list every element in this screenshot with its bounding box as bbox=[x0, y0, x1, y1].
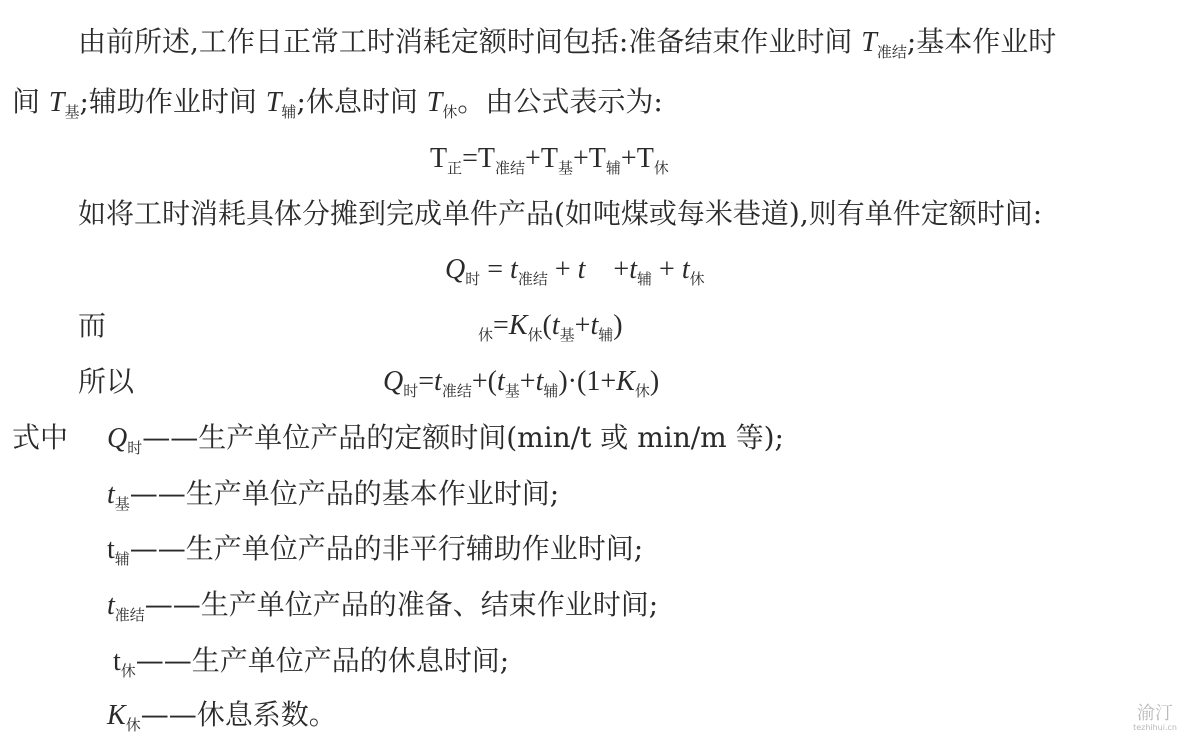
subscript: 时 bbox=[403, 384, 419, 400]
equals-sign: = bbox=[418, 366, 435, 397]
symbol-T: T bbox=[636, 143, 654, 174]
subscript: 时 bbox=[465, 272, 481, 288]
definition-text: ——生产单位产品的非平行辅助作业时间; bbox=[129, 532, 644, 565]
plus-sign: + bbox=[574, 310, 591, 341]
intro-text: 由前所述,工作日正常工时消耗定额时间包括:准备结束作业时间 bbox=[78, 25, 862, 58]
label-er bbox=[78, 310, 106, 342]
plus-sign: + bbox=[572, 143, 589, 174]
symbol-t: t bbox=[496, 366, 505, 397]
plus-sign: + bbox=[471, 366, 488, 397]
intro-text: 间 bbox=[12, 85, 49, 118]
definition-symbol: K bbox=[107, 700, 126, 731]
definition-subscript: 准结 bbox=[114, 606, 145, 624]
equals-sign: = bbox=[493, 310, 509, 341]
definition-item bbox=[107, 699, 337, 732]
symbol-T: T bbox=[430, 143, 448, 174]
subscript-rest: 休 bbox=[442, 103, 458, 121]
definition-item bbox=[107, 478, 559, 511]
definition-subscript: 时 bbox=[127, 439, 143, 457]
intro-text: ;辅助作业时间 bbox=[79, 85, 266, 118]
subscript: 基 bbox=[559, 328, 575, 344]
subscript: 辅 bbox=[605, 161, 621, 177]
symbol-K: K bbox=[616, 366, 635, 397]
symbol-K: K bbox=[508, 310, 528, 341]
subscript: 休 bbox=[527, 328, 543, 344]
definitions-label-text: 式中 bbox=[12, 421, 69, 454]
formula-total-time bbox=[430, 143, 669, 175]
intro-text: ;休息时间 bbox=[296, 85, 427, 118]
label-suoyi bbox=[78, 366, 134, 398]
definition-item bbox=[107, 422, 784, 455]
subscript: 休 bbox=[689, 272, 705, 288]
plus-sign: + bbox=[525, 143, 541, 174]
paragraph-intro-line1 bbox=[78, 26, 1056, 59]
subscript: 基 bbox=[557, 161, 573, 177]
definition-subscript: 基 bbox=[114, 495, 130, 513]
watermark-url: tezhihui.cn bbox=[1133, 723, 1177, 732]
symbol-t: t bbox=[510, 254, 518, 285]
definition-symbol: t bbox=[107, 479, 115, 510]
definition-subscript: 休 bbox=[125, 716, 141, 734]
subscript: 休 bbox=[653, 161, 669, 177]
formula-final bbox=[383, 366, 659, 398]
paragraph-intro-line2 bbox=[12, 86, 663, 119]
subscript: 辅 bbox=[543, 384, 559, 400]
subscript-prep: 准结 bbox=[876, 43, 907, 61]
subscript: 基 bbox=[504, 384, 520, 400]
symbol-t: t bbox=[629, 254, 637, 285]
definition-symbol: Q bbox=[107, 423, 128, 454]
symbol-t: t bbox=[551, 310, 560, 341]
symbol-T: T bbox=[540, 143, 558, 174]
symbol-t: t bbox=[434, 366, 442, 397]
symbol-T-rest: T bbox=[426, 87, 443, 118]
plus-sign: + bbox=[519, 366, 536, 397]
definition-item bbox=[107, 533, 643, 566]
suoyi-text: 所以 bbox=[78, 365, 135, 398]
symbol-T-basic: T bbox=[48, 87, 65, 118]
intro-text: 。由公式表示为: bbox=[457, 85, 663, 118]
definition-item bbox=[107, 589, 658, 622]
subscript: 辅 bbox=[637, 272, 653, 288]
symbol-T: T bbox=[477, 143, 496, 174]
watermark bbox=[1133, 705, 1177, 733]
definition-subscript: 辅 bbox=[114, 550, 130, 568]
definition-text: ——休息系数。 bbox=[140, 698, 337, 731]
subscript: 准结 bbox=[441, 384, 472, 400]
definition-text: ——生产单位产品的准备、结束作业时间; bbox=[144, 588, 659, 621]
paragraph-per-unit bbox=[78, 198, 1042, 230]
plus-sign: + bbox=[613, 254, 630, 285]
paren: ) bbox=[649, 366, 660, 397]
per-unit-text: 如将工时消耗具体分摊到完成单件产品(如吨煤或每米巷道),则有单件定额时间: bbox=[78, 197, 1043, 230]
formula-rest-time bbox=[478, 310, 623, 342]
subscript: 准结 bbox=[495, 161, 526, 177]
equals-sign: = bbox=[462, 143, 478, 174]
subscript: 准结 bbox=[517, 272, 548, 288]
definition-symbol: t bbox=[113, 646, 121, 677]
subscript: 休 bbox=[478, 328, 494, 344]
subscript-basic: 基 bbox=[64, 103, 80, 121]
subscript: 正 bbox=[447, 161, 463, 177]
watermark-text: 渝汀 bbox=[1137, 703, 1174, 724]
subscript-aux: 辅 bbox=[281, 103, 297, 121]
plus-sign: + bbox=[554, 254, 571, 285]
plus-sign: + bbox=[620, 143, 637, 174]
symbol-T-aux: T bbox=[265, 87, 282, 118]
definition-symbol: t bbox=[107, 534, 115, 565]
symbol-Q: Q bbox=[445, 254, 466, 285]
intro-text-cont: ;基本作业时 bbox=[906, 25, 1057, 58]
definitions-label bbox=[12, 422, 68, 454]
symbol-T: T bbox=[588, 143, 606, 174]
definition-text: ——生产单位产品的定额时间(min/t 或 min/m 等); bbox=[142, 421, 784, 454]
symbol-t: t bbox=[590, 310, 599, 341]
subscript: 休 bbox=[634, 384, 650, 400]
symbol-t: t bbox=[681, 254, 690, 285]
definition-text: ——生产单位产品的基本作业时间; bbox=[129, 477, 560, 510]
paren: ( bbox=[487, 366, 497, 397]
symbol-T-prep: T bbox=[861, 27, 877, 58]
symbol-Q: Q bbox=[383, 366, 404, 397]
definition-text: ——生产单位产品的休息时间; bbox=[135, 644, 510, 677]
er-text: 而 bbox=[78, 309, 107, 342]
subscript: 辅 bbox=[598, 328, 614, 344]
paren: ( bbox=[542, 310, 552, 341]
paren: ) bbox=[613, 310, 623, 341]
equals-sign: = bbox=[487, 254, 504, 285]
plus-sign: + bbox=[659, 254, 675, 285]
formula-unit-quota bbox=[445, 254, 705, 286]
symbol-t: t bbox=[535, 366, 544, 397]
symbol-t: t bbox=[577, 254, 586, 285]
definition-symbol: t bbox=[107, 590, 115, 621]
definition-subscript: 休 bbox=[120, 662, 136, 680]
definition-item bbox=[113, 645, 509, 678]
operator: )·(1+ bbox=[558, 366, 617, 397]
